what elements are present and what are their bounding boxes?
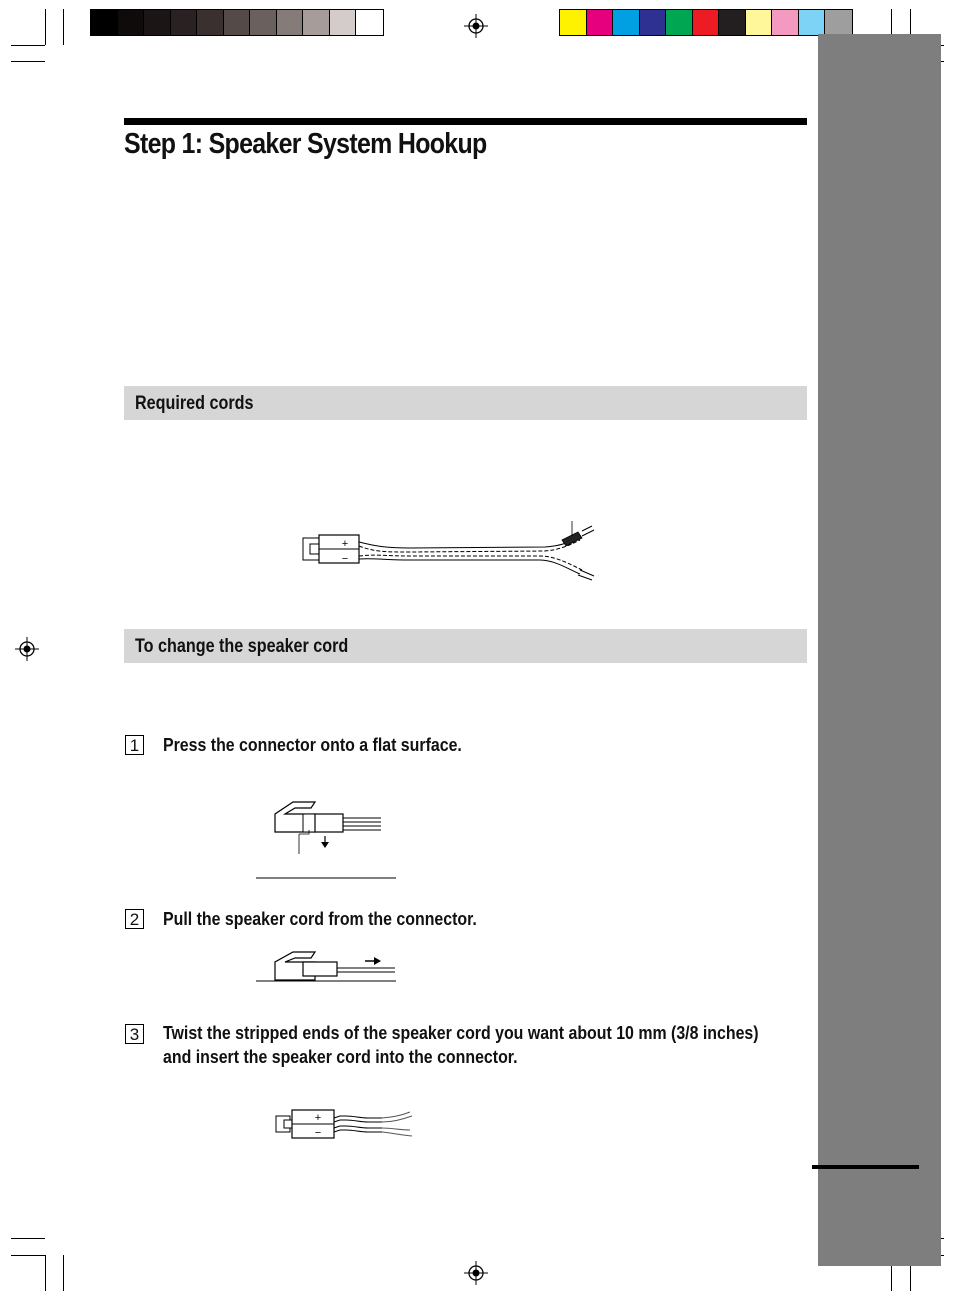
step-number: 3 — [125, 1024, 144, 1044]
step-number: 2 — [125, 909, 144, 929]
crop-mark — [45, 9, 46, 45]
color-swatch — [277, 10, 304, 35]
color-swatch — [171, 10, 198, 35]
minus-label: − — [314, 1127, 322, 1139]
press-connector-illustration — [255, 796, 400, 880]
step-text: Press the connector onto a flat surface. — [163, 734, 462, 755]
color-swatch — [746, 10, 773, 35]
section-change-cord — [124, 629, 807, 663]
color-swatch — [118, 10, 145, 35]
color-swatch — [772, 10, 799, 35]
color-swatch — [250, 10, 277, 35]
grayscale-bar — [90, 9, 384, 36]
registration-mark-icon — [15, 637, 39, 661]
color-swatch — [330, 10, 357, 35]
crop-mark — [11, 1238, 45, 1239]
pull-cord-illustration — [255, 940, 400, 984]
insert-cord-illustration — [274, 1104, 419, 1144]
plus-label: + — [314, 1112, 322, 1124]
side-rule — [812, 1165, 919, 1169]
step-text-line2: and insert the speaker cord into the connector. — [163, 1046, 518, 1067]
color-swatch — [356, 10, 383, 35]
crop-mark — [63, 9, 64, 45]
side-tab — [818, 34, 941, 1266]
step-text-line1: Twist the stripped ends of the speaker cord you want about 10 mm (3/8 inches) — [163, 1022, 759, 1043]
title-rule — [124, 118, 807, 125]
speaker-cord-illustration — [300, 518, 605, 584]
color-swatch — [640, 10, 667, 35]
crop-mark — [11, 61, 45, 62]
color-swatch — [224, 10, 251, 35]
color-bar — [559, 9, 853, 36]
section-required-cords — [124, 386, 807, 420]
page-title: Step 1: Speaker System Hookup — [124, 128, 487, 160]
color-swatch — [91, 10, 118, 35]
color-swatch — [197, 10, 224, 35]
color-swatch — [666, 10, 693, 35]
color-swatch — [587, 10, 614, 35]
color-swatch — [693, 10, 720, 35]
color-swatch — [303, 10, 330, 35]
color-swatch — [719, 10, 746, 35]
section-heading: To change the speaker cord — [135, 636, 349, 657]
crop-mark — [11, 45, 45, 46]
color-swatch — [144, 10, 171, 35]
crop-mark — [11, 1255, 45, 1256]
step-number: 1 — [125, 735, 144, 755]
minus-label: − — [341, 553, 349, 565]
section-heading: Required cords — [135, 393, 254, 414]
crop-mark — [45, 1255, 46, 1291]
crop-mark — [63, 1255, 64, 1291]
color-swatch — [825, 10, 852, 35]
color-swatch — [613, 10, 640, 35]
color-swatch — [799, 10, 826, 35]
registration-mark-icon — [464, 14, 488, 38]
step-text: Pull the speaker cord from the connector. — [163, 908, 477, 929]
plus-label: + — [341, 538, 349, 550]
color-swatch — [560, 10, 587, 35]
registration-mark-icon — [464, 1261, 488, 1285]
